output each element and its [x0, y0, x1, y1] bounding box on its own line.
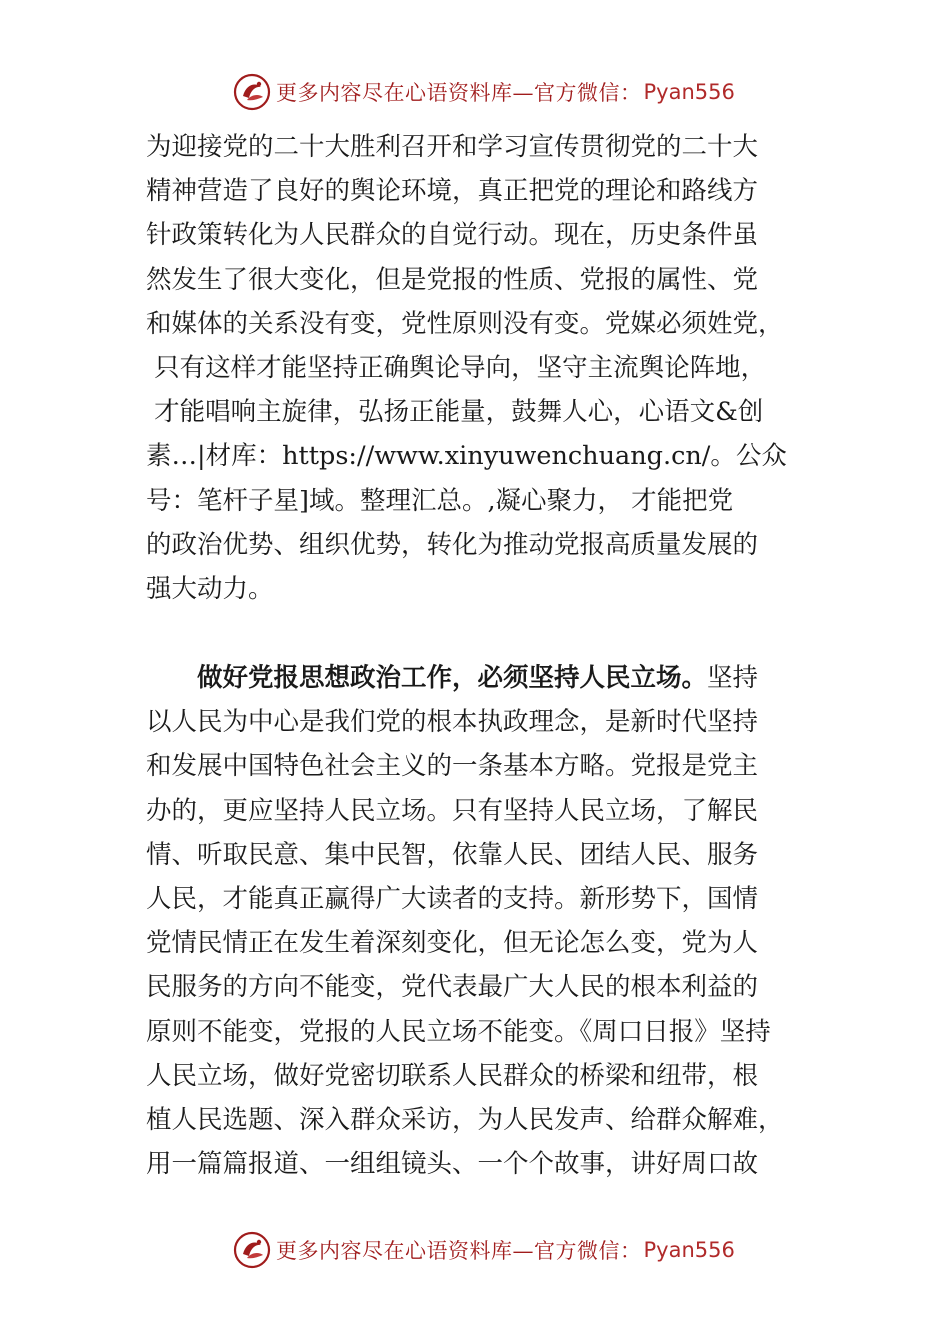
text-line: 针政策转化为人民群众的自觉行动。现在，历史条件虽 — [146, 220, 759, 251]
text-line: 人民，才能真正赢得广大读者的支持。新形势下，国情 — [146, 884, 759, 915]
paragraph-1 — [146, 125, 808, 611]
text-line: 民服务的方向不能变，党代表最广大人民的根本利益的 — [146, 972, 759, 1003]
paragraph-2 — [146, 656, 808, 1186]
text-line: 办的，更应坚持人民立场。只有坚持人民立场，了解民 — [146, 795, 759, 826]
text-line: 的政治优势、组织优势，转化为推动党报高质量发展的 — [146, 529, 759, 560]
header-banner-text: 更多内容尽在心语资料库—官方微信： — [276, 81, 642, 105]
text-line: 和媒体的关系没有变，党性原则没有变。党媒必须姓党， — [146, 308, 784, 339]
text-line: 原则不能变，党报的人民立场不能变。《周口日报》坚持 — [146, 1016, 771, 1047]
footer-banner — [232, 1228, 735, 1272]
text-line-with-url: 素…|材库：https://www.xinyuwenchuang.cn/。公众 — [146, 441, 787, 472]
flower-seal-icon — [232, 1230, 272, 1270]
text-line: 号：笔杆子星]域。整理汇总。,凝心聚力， 才能把党 — [146, 485, 734, 516]
text-line: 情、听取民意、集中民智，依靠人民、团结人民、服务 — [146, 839, 759, 870]
text-line: 才能唱响主旋律，弘扬正能量，鼓舞人心，心语文&创 — [146, 397, 764, 428]
text-line: 人民立场，做好党密切联系人民群众的桥梁和纽带，根 — [146, 1060, 759, 1091]
text-line: 植人民选题、深入群众采访，为人民发声、给群众解难， — [146, 1105, 784, 1136]
paragraph-2-first-line — [146, 656, 808, 700]
header-wechat-id: Pyan556 — [643, 80, 735, 104]
text-line: 以人民为中心是我们党的根本执政理念，是新时代坚持 — [146, 707, 759, 738]
text-line: 精神营造了良好的舆论环境，真正把党的理论和路线方 — [146, 176, 759, 207]
text-line: 只有这样才能坚持正确舆论导向，坚守主流舆论阵地， — [146, 353, 767, 384]
paragraph-heading: 做好党报思想政治工作，必须坚持人民立场。 — [197, 663, 708, 693]
text-line: 用一篇篇报道、一组组镜头、一个个故事，讲好周口故 — [146, 1149, 759, 1180]
footer-banner-text: 更多内容尽在心语资料库—官方微信： — [276, 1239, 642, 1263]
text-line: 党情民情正在发生着深刻变化，但无论怎么变，党为人 — [146, 928, 759, 959]
flower-seal-icon — [232, 72, 272, 112]
text-line: 和发展中国特色社会主义的一条基本方略。党报是党主 — [146, 751, 759, 782]
footer-wechat-id: Pyan556 — [643, 1238, 735, 1262]
text-line: 然发生了很大变化，但是党报的性质、党报的属性、党 — [146, 264, 759, 295]
text-fragment: 坚持 — [707, 663, 759, 693]
text-line: 强大动力。 — [146, 574, 274, 605]
header-banner — [232, 70, 735, 114]
text-line: 为迎接党的二十大胜利召开和学习宣传贯彻党的二十大 — [146, 132, 759, 162]
